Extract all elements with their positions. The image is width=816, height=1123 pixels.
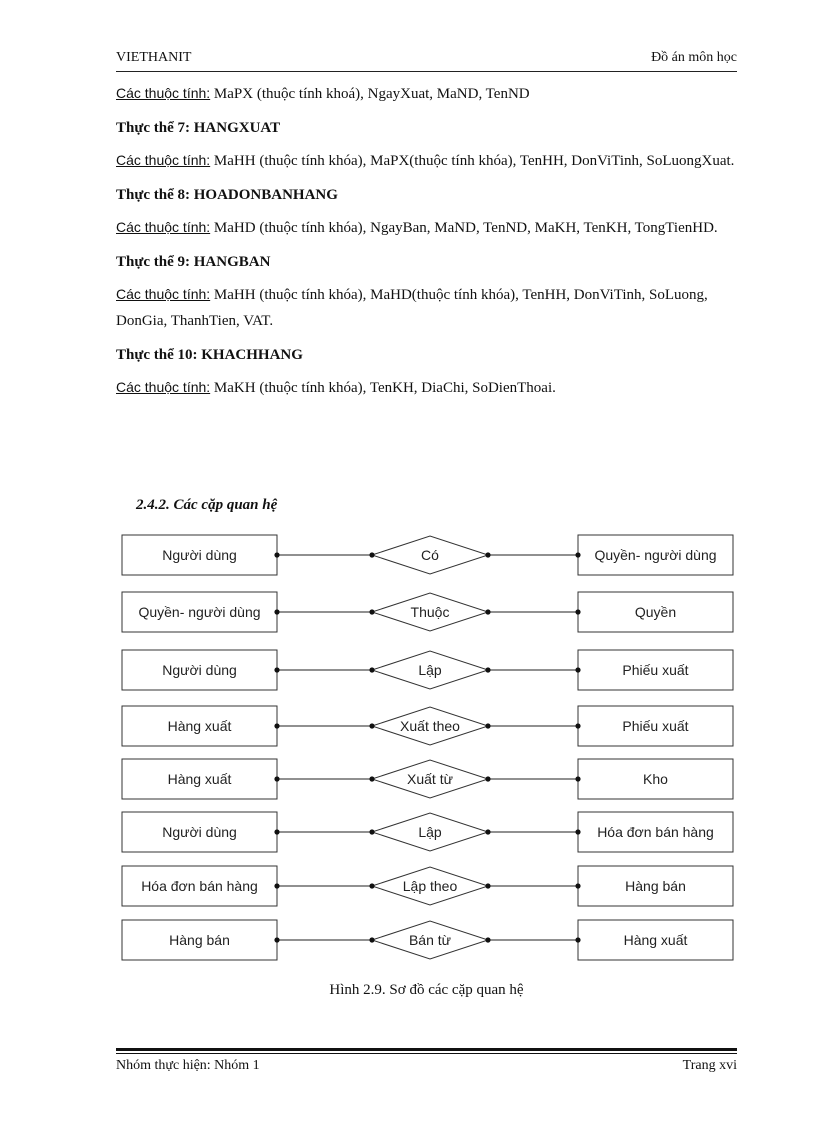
- connector-dot: [274, 829, 279, 834]
- relation-label: Xuất từ: [407, 771, 453, 787]
- connector-dot: [485, 723, 490, 728]
- relation-row: [122, 812, 733, 852]
- connector-dot: [369, 776, 374, 781]
- entity-label-right: Phiếu xuất: [622, 718, 689, 734]
- connector-dot: [369, 723, 374, 728]
- attributes-text: MaHH (thuộc tính khóa), MaHD(thuộc tính khóa), TenHH, DonViTinh, SoLuong, DonGia, ThanhTien, VAT.: [116, 287, 708, 329]
- section-title: 2.4.2. Các cặp quan hệ: [136, 497, 278, 513]
- entity-label-right: Kho: [643, 771, 668, 787]
- connector-dot: [369, 829, 374, 834]
- attributes-text: MaKH (thuộc tính khóa), TenKH, DiaChi, SoDienThoai.: [210, 380, 556, 396]
- connector-dot: [274, 667, 279, 672]
- relation-label: Thuộc: [410, 604, 450, 620]
- connector-dot: [369, 609, 374, 614]
- entity-label-left: Hàng xuất: [167, 771, 232, 787]
- connector-dot: [575, 667, 580, 672]
- connector-dot: [485, 552, 490, 557]
- connector-dot: [369, 937, 374, 942]
- relation-row: [122, 866, 733, 906]
- connector-dot: [485, 667, 490, 672]
- entity-label-left: Hàng bán: [169, 932, 230, 948]
- connector-dot: [274, 723, 279, 728]
- relation-label: Có: [421, 547, 439, 563]
- entity-label-right: Phiếu xuất: [622, 662, 689, 678]
- connector-dot: [274, 937, 279, 942]
- relation-row: [122, 592, 733, 632]
- connector-dot: [369, 667, 374, 672]
- relation-label: Lập: [418, 824, 442, 840]
- connector-dot: [274, 883, 279, 888]
- relation-row: [122, 650, 733, 690]
- relation-row: [122, 535, 733, 575]
- attributes-label: Các thuộc tính:: [116, 286, 211, 302]
- attributes-label: Các thuộc tính:: [116, 219, 211, 235]
- connector-dot: [369, 883, 374, 888]
- entity-title: Thực thể 10: KHACHHANG: [116, 347, 303, 363]
- entity-title: Thực thể 9: HANGBAN: [116, 254, 271, 270]
- entity-label-left: Người dùng: [162, 824, 237, 840]
- header-divider: [116, 71, 737, 72]
- entity-label-right: Hóa đơn bán hàng: [597, 824, 714, 840]
- entity-title: Thực thể 8: HOADONBANHANG: [116, 187, 338, 203]
- connector-dot: [575, 883, 580, 888]
- page-header: [116, 50, 737, 72]
- relationship-diagram: [100, 520, 760, 970]
- relation-label: Lập: [418, 662, 442, 678]
- footer-left: Nhóm thực hiện: Nhóm 1: [116, 1058, 260, 1073]
- attributes-paragraph: [116, 214, 737, 241]
- attributes-paragraph: [116, 80, 737, 107]
- entity-label-left: Quyền- người dùng: [138, 604, 261, 620]
- entity-label-right: Hàng bán: [625, 878, 686, 894]
- connector-dot: [575, 776, 580, 781]
- attributes-label: Các thuộc tính:: [116, 152, 211, 168]
- connector-dot: [274, 552, 279, 557]
- relation-row: [122, 706, 733, 746]
- connector-dot: [575, 723, 580, 728]
- relation-row: [122, 759, 733, 799]
- connector-dot: [575, 552, 580, 557]
- connector-dot: [274, 609, 279, 614]
- entity-label-right: Quyền- người dùng: [594, 547, 717, 563]
- footer-divider-thick: [116, 1048, 737, 1051]
- connector-dot: [575, 829, 580, 834]
- entity-label-left: Hóa đơn bán hàng: [141, 878, 258, 894]
- footer-right: Trang xvi: [682, 1058, 737, 1073]
- connector-dot: [575, 609, 580, 614]
- attributes-text: MaPX (thuộc tính khoá), NgayXuat, MaND, TenND: [210, 86, 530, 102]
- connector-dot: [485, 937, 490, 942]
- connector-dot: [274, 776, 279, 781]
- relation-label: Xuất theo: [400, 718, 460, 734]
- connector-dot: [485, 883, 490, 888]
- attributes-paragraph: [116, 374, 737, 401]
- attributes-label: Các thuộc tính:: [116, 379, 211, 395]
- connector-dot: [485, 829, 490, 834]
- relation-label: Bán từ: [408, 932, 452, 948]
- connector-dot: [485, 609, 490, 614]
- connector-dot: [369, 552, 374, 557]
- entity-label-right: Quyền: [634, 604, 677, 620]
- footer-divider-thin: [116, 1053, 737, 1054]
- attributes-paragraph: [116, 281, 737, 334]
- relation-label: Lập theo: [402, 878, 458, 894]
- connector-dot: [485, 776, 490, 781]
- header-left: VIETHANIT: [116, 50, 192, 65]
- header-right: Đồ án môn học: [651, 50, 737, 65]
- attributes-text: MaHD (thuộc tính khóa), NgayBan, MaND, TenND, MaKH, TenKH, TongTienHD.: [210, 220, 718, 236]
- document-body: [116, 80, 737, 409]
- entity-title: Thực thể 7: HANGXUAT: [116, 120, 281, 136]
- connector-dot: [575, 937, 580, 942]
- attributes-paragraph: [116, 147, 737, 174]
- entity-label-left: Người dùng: [162, 547, 237, 563]
- figure-caption: Hình 2.9. Sơ đồ các cặp quan hệ: [329, 982, 524, 998]
- entity-label-left: Hàng xuất: [167, 718, 232, 734]
- attributes-text: MaHH (thuộc tính khóa), MaPX(thuộc tính khóa), TenHH, DonViTinh, SoLuongXuat.: [210, 153, 735, 169]
- attributes-label: Các thuộc tính:: [116, 85, 211, 101]
- entity-label-left: Người dùng: [162, 662, 237, 678]
- relation-row: [122, 920, 733, 960]
- entity-label-right: Hàng xuất: [623, 932, 688, 948]
